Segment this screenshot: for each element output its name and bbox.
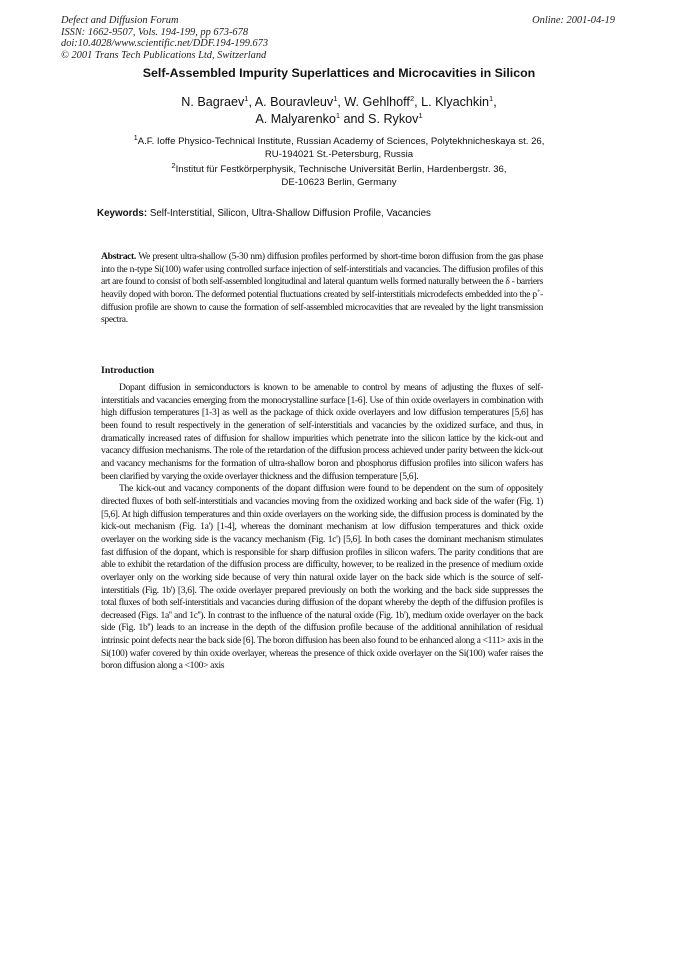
author-line-1 [0, 94, 678, 111]
author-name: N. Bagraev [181, 95, 245, 109]
author-affil-mark: 1 [244, 93, 249, 103]
author-affil-mark: 1 [333, 93, 338, 103]
affiliation-1-line-1 [0, 132, 678, 149]
abstract-text: We present ultra-shallow (5-30 nm) diffusion profiles performed by short-time boron diffusion from the gas phase into the n-type Si(100) wafer using controlled surface injection of self-interstitials and vacancies. The diffusion profiles of this art are found to consist of both self-assembled longitudinal and lateral quantum wells formed naturally between the δ - barriers heavily doped with boron. The deformed potential fluctuations created by self-interstitials microdefects embedded into the p [101, 251, 543, 300]
copyright-line: © 2001 Trans Tech Publications Ltd, Switzerland [61, 50, 267, 62]
abstract [101, 251, 543, 327]
keywords-label: Keywords: [97, 208, 148, 219]
section-heading-introduction: Introduction [101, 365, 155, 376]
affiliation-text: Institut für Festkörperphysik, Technische Universität Berlin, Hardenbergstr. 36, [175, 164, 507, 175]
journal-header [61, 15, 268, 62]
affiliation-text: A.F. Ioffe Physico-Technical Institute, Russian Academy of Sciences, Polytekhnicheskaya st. 26, [137, 136, 545, 147]
issn-line: ISSN: 1662-9507, Vols. 194-199, pp 673-678 [61, 26, 249, 38]
keywords-text: Self-Interstitial, Silicon, Ultra-Shallow Diffusion Profile, Vacancies [147, 208, 431, 219]
abstract-superscript: + [536, 287, 541, 295]
affiliation-2 [0, 160, 678, 189]
author-name: , L. Klyachkin [414, 95, 490, 109]
author-name: and S. Rykov [340, 112, 419, 126]
author-name: A. Malyarenko [255, 112, 336, 126]
introduction-paragraph-1: Dopant diffusion in semiconductors is known to be amenable to control by means of adjusting the fluxes of self-interstitials and vacancies emerging from the monocrystalline surface [1-6]. Use of thin oxide overlayers in combination with high diffusion temperatures [1-3] as well as the package of thick oxide overlayers and low diffusion temperatures [5,6] has been found to result respectively in the generation of self-interstitials and vacancies by the oxidized surface, and thus, in dramatically increased rates of diffusion for shallow impurities which penetrate into the silicon lattice by the kick-out and vacancy diffusion mechanisms. The role of the retardation of the diffusion process achieved under parity between the kick-out and vacancy mechanisms for the formation of ultra-shallow boron and phosphorus diffusion profiles into silicon wafers has been clarified by varying the oxide overlayer thickness and the diffusion temperature [5,6]. [101, 382, 543, 482]
introduction-body [101, 382, 543, 673]
journal-name: Defect and Diffusion Forum [61, 15, 179, 26]
author-name: , W. Gehlhoff [337, 95, 410, 109]
author-affil-mark: 2 [409, 93, 415, 103]
abstract-text-continued: -diffusion profile are shown to cause the formation of self-assembled microcavities that are revealed by the light transmission spectra. [101, 288, 543, 326]
online-date: Online: 2001-04-19 [532, 15, 615, 26]
author-name: , A. Bouravleuv [248, 95, 334, 109]
author-affil-mark: 1 [335, 110, 341, 120]
affiliation-2-line-2: DE-10623 Berlin, Germany [281, 176, 397, 188]
affiliation-1 [0, 132, 678, 161]
affiliation-mark: 2 [171, 160, 176, 170]
author-affil-mark: 1 [418, 110, 423, 120]
affiliation-1-line-2: RU-194021 St.-Petersburg, Russia [264, 148, 414, 160]
author-line-2 [0, 111, 678, 128]
author-separator: , [493, 95, 497, 109]
author-list [0, 94, 678, 128]
doi-line: doi:10.4028/www.scientific.net/DDF.194-199.673 [61, 38, 269, 50]
introduction-paragraph-2: The kick-out and vacancy components of the dopant diffusion were found to be dependent on the sum of oppositely directed fluxes of both self-interstitials and vacancies moving from the oxidized working and back side of the wafer (Fig. 1) [5,6]. At high diffusion temperatures and thin oxide overlayers on the working side, the diffusion process is dominated by the kick-out mechanism (Fig. 1a') [1-4], whereas the dominant mechanism at low diffusion temperatures and thick oxide overlayer on the working side is the vacancy mechanism (Fig. 1c') [5,6]. In both cases the dominant mechanism stimulates fast diffusion of the dopant, which is responsible for sharp diffusion profiles in silicon wafers. The parity conditions that are able to exhibit the retardation of the diffusion process are difficulty, however, to be realized in the presence of medium oxide overlayer only on the working side because of very thin natural oxide layer on the back side which is the source of self-interstitials (Fig. 1b') [3,6]. The oxide overlayer prepared previously on both the working and the back side suppresses the total fluxes of both self-interstitials and vacancies during diffusion of the dopant whereby the depth of the diffusion profiles is decreased (Figs. 1a'' and 1c''). In contrast to the influence of the natural oxide (Fig. 1b'), medium oxide overlayer on the back side (Fig. 1b'') leads to an increase in the depth of the diffusion profile because of the additional annihilation of residual intrinsic point defects near the back side [6]. The boron diffusion has been also found to be enhanced along a <111> axis in the Si(100) wafer covered by thin oxide overlayer, whereas the presence of thick oxide overlayer on the Si(100) wafer raises the boron diffusion along a <100> axis [101, 483, 543, 672]
author-affil-mark: 1 [489, 93, 494, 103]
affiliation-2-line-1 [0, 160, 678, 177]
keywords [97, 208, 431, 219]
paper-title: Self-Assembled Impurity Superlattices and Microcavities in Silicon [142, 66, 536, 80]
abstract-label: Abstract. [101, 251, 136, 262]
affiliation-mark: 1 [133, 132, 138, 142]
